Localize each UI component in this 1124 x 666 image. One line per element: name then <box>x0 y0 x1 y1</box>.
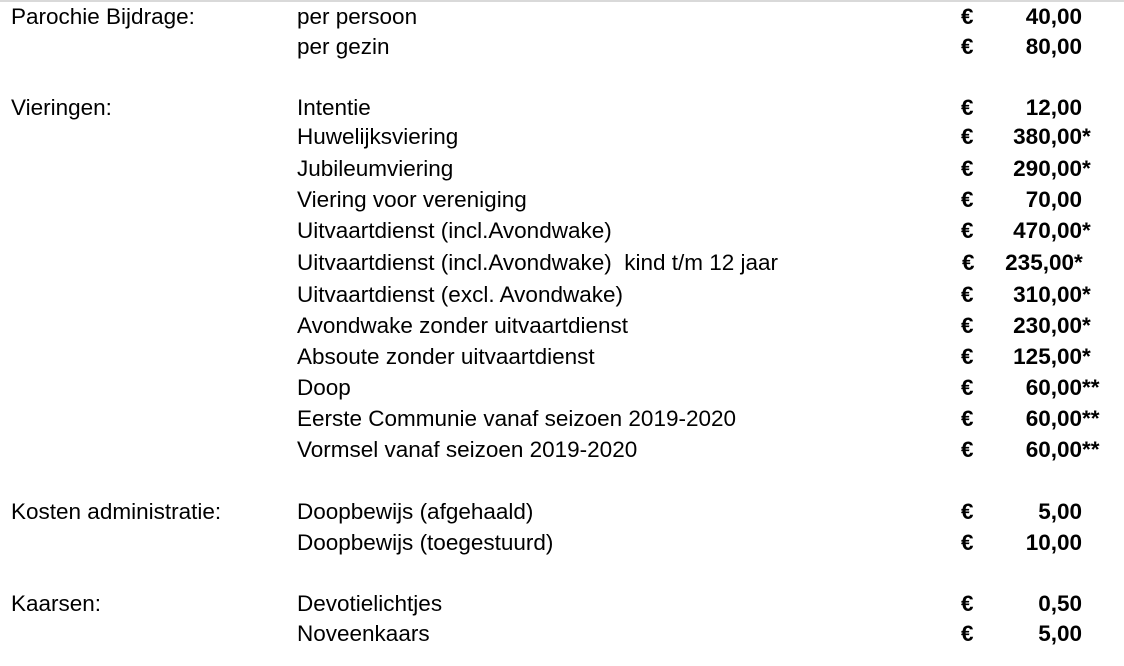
item-name: Absoute zonder uitvaartdienst <box>297 344 595 369</box>
tariff-row <box>0 373 1124 403</box>
tariff-row <box>0 589 1124 619</box>
tariff-row <box>0 2 1124 32</box>
item-name: Intentie <box>297 95 371 120</box>
currency-symbol: € <box>961 34 974 59</box>
tariff-row <box>0 93 1124 123</box>
footnote-mark: * <box>1082 124 1091 149</box>
footnote-mark: ** <box>1082 406 1100 431</box>
tariff-row <box>0 280 1124 310</box>
item-name: Viering voor vereniging <box>297 187 527 212</box>
item-name: Uitvaartdienst (incl.Avondwake) kind t/m 12 jaar <box>297 250 779 275</box>
currency-symbol: € <box>961 4 974 29</box>
footnote-mark: * <box>1082 282 1091 307</box>
footnote-mark: * <box>1082 313 1091 338</box>
item-amount: 290,00 <box>1013 156 1082 181</box>
item-amount: 70,00 <box>1025 187 1082 212</box>
currency-symbol: € <box>961 95 974 120</box>
item-name: Doop <box>297 375 351 400</box>
section-label: Parochie Bijdrage: <box>11 4 195 29</box>
currency-symbol: € <box>961 375 974 400</box>
tariff-row <box>0 435 1124 465</box>
item-amount: 5,00 <box>1038 499 1082 524</box>
tariff-row <box>0 122 1124 152</box>
currency-symbol: € <box>961 218 974 243</box>
item-amount: 12,00 <box>1025 95 1082 120</box>
footnote-mark: ** <box>1082 437 1100 462</box>
item-amount: 60,00 <box>1025 375 1082 400</box>
tariff-row <box>0 185 1124 215</box>
currency-symbol: € <box>961 187 974 212</box>
item-name: Vormsel vanaf seizoen 2019-2020 <box>297 437 638 462</box>
item-name: Doopbewijs (toegestuurd) <box>297 530 554 555</box>
tariff-row <box>0 32 1124 62</box>
currency-symbol: € <box>961 406 974 431</box>
item-amount: 40,00 <box>1025 4 1082 29</box>
item-name: Huwelijksviering <box>297 124 459 149</box>
tariff-row <box>0 528 1124 558</box>
item-amount: 60,00 <box>1025 437 1082 462</box>
currency-symbol: € <box>961 124 974 149</box>
item-name: per persoon <box>297 4 418 29</box>
item-amount: 80,00 <box>1025 34 1082 59</box>
footnote-mark: * <box>1082 156 1091 181</box>
item-amount: 310,00 <box>1013 282 1082 307</box>
footnote-mark: * <box>1082 218 1091 243</box>
tariff-row <box>0 619 1124 649</box>
item-name: Uitvaartdienst (incl.Avondwake) <box>297 218 612 243</box>
section-label: Kaarsen: <box>11 591 102 616</box>
tariff-row <box>0 216 1124 246</box>
footnote-mark: * <box>1082 344 1091 369</box>
tariff-row <box>0 154 1124 184</box>
currency-symbol: € <box>961 156 974 181</box>
currency-symbol: € <box>961 499 974 524</box>
currency-symbol: € <box>961 437 974 462</box>
item-name: Devotielichtjes <box>297 591 443 616</box>
section-label: Kosten administratie: <box>11 499 222 524</box>
tariff-row <box>0 248 1124 278</box>
item-name: Jubileumviering <box>297 156 454 181</box>
section-label: Vieringen: <box>11 95 112 120</box>
currency-symbol: € <box>961 591 974 616</box>
tariff-row <box>0 311 1124 341</box>
item-amount: 60,00 <box>1025 406 1082 431</box>
item-name: Eerste Communie vanaf seizoen 2019-2020 <box>297 406 737 431</box>
item-name: Noveenkaars <box>297 621 430 646</box>
item-amount: 0,50 <box>1038 591 1082 616</box>
currency-symbol: € <box>961 344 974 369</box>
tariff-row <box>0 404 1124 434</box>
currency-symbol: € <box>962 250 975 275</box>
currency-symbol: € <box>961 313 974 338</box>
currency-symbol: € <box>961 621 974 646</box>
item-name: per gezin <box>297 34 390 59</box>
item-amount: 125,00 <box>1013 344 1082 369</box>
item-name: Doopbewijs (afgehaald) <box>297 499 534 524</box>
item-amount: 380,00 <box>1013 124 1082 149</box>
item-amount: 230,00 <box>1013 313 1082 338</box>
item-amount: 5,00 <box>1038 621 1082 646</box>
item-amount: 470,00 <box>1013 218 1082 243</box>
item-name: Avondwake zonder uitvaartdienst <box>297 313 629 338</box>
currency-symbol: € <box>961 282 974 307</box>
item-amount: 10,00 <box>1025 530 1082 555</box>
currency-symbol: € <box>961 530 974 555</box>
tariff-row <box>0 497 1124 527</box>
footnote-mark: * <box>1074 250 1083 275</box>
footnote-mark: ** <box>1082 375 1100 400</box>
item-amount: 235,00 <box>1005 250 1074 275</box>
tariff-row <box>0 342 1124 372</box>
item-name: Uitvaartdienst (excl. Avondwake) <box>297 282 623 307</box>
